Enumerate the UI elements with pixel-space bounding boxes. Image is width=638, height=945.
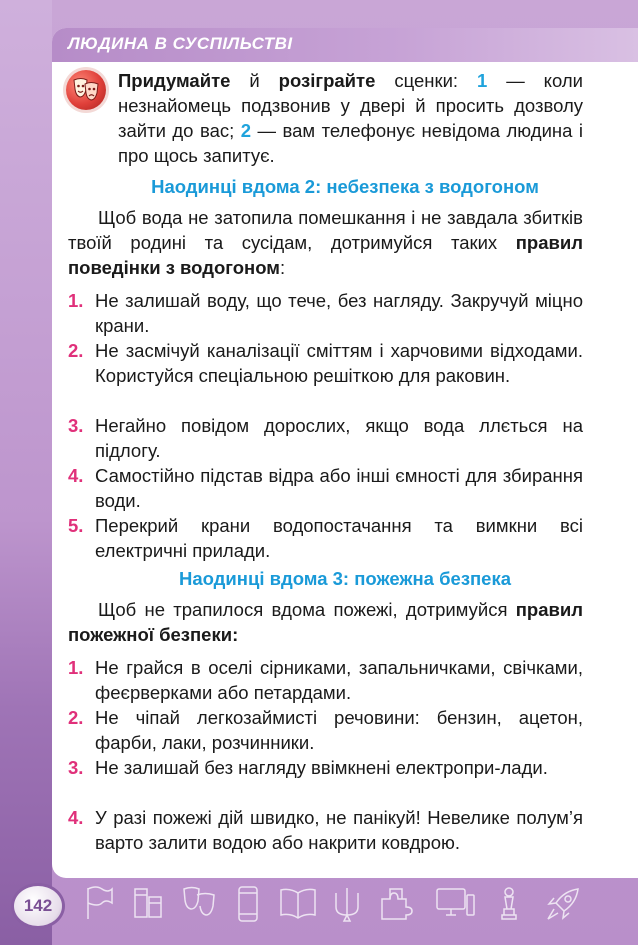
list-number: 3. [68,415,84,436]
list-text: Негайно повідом дорослих, якщо вода ллється на підлогу. [95,415,583,461]
list-text: Не чіпай легкозаймисті речовини: бензин, ацетон, фарби, лаки, розчинники. [95,707,583,753]
list-text: У разі пожежі дій швидко, не панікуй! Невелике полум’я варто залити водою або накрити ковдрою. [95,807,583,853]
task-number-1: 1 [477,70,488,91]
trident-icon [332,885,362,928]
task-word-3: розіграйте [278,70,376,91]
theater-masks-icon [66,70,106,110]
footer-icon-row [76,885,636,935]
section2-intro-plain: Щоб вода не затопила помешкання і не завдала збитків твоїй родині та сусідам, дотримуйся таких [68,207,583,253]
task-paragraph [118,68,583,168]
books-icon [132,885,164,926]
section3-intro [68,597,583,647]
list-item [68,338,583,388]
section2-intro-bold: правил поведінки з водогоном [68,232,583,278]
phone-icon [236,885,260,928]
list-number: 3. [68,757,84,778]
list-number: 2. [68,707,84,728]
list-text: Не грайся в оселі сірниками, запальничками, свічками, феєрверками або петардами. [95,657,583,703]
section3-intro-bold: правил пожежної безпеки: [68,599,583,645]
list-text: Перекрий крани водопостачання та вимкни всі електричні прилади. [95,515,583,561]
list-number: 5. [68,515,84,536]
task-word-2: й [230,70,279,91]
computer-icon [434,885,476,926]
list-item [68,413,583,463]
list-item [68,655,583,705]
chess-icon [494,885,524,928]
flag-icon [84,885,114,926]
list-number: 4. [68,807,84,828]
puzzle-icon [378,885,414,926]
list-item [68,513,583,563]
section2-title: Наодинці вдома 2: небезпека з водогоном [151,176,539,197]
list-item [68,805,583,855]
list-text: Не залишай без нагляду ввімкнені електропри-лади. [95,757,548,778]
list-item [68,755,583,780]
task-word-1: Придумайте [118,70,231,91]
list-number: 1. [68,657,84,678]
section3-intro-plain: Щоб не трапилося вдома пожежі, дотримуйся [98,599,516,620]
list-text: Самостійно підстав відра або інші ємності для збирання води. [95,465,583,511]
section2-intro [68,205,583,280]
list-item [68,288,583,338]
task-text-1: — коли незнайомець подзвонив у двері й просить дозволу зайти до вас; [118,70,583,141]
list-number: 1. [68,290,84,311]
section2-intro-end: : [279,257,286,278]
list-number: 4. [68,465,84,486]
list-text: Не засмічуй каналізації сміттям і харчовими відходами. Користуйся спеціальною решіткою для раковин. [95,340,583,386]
page-number: 142 [14,886,62,926]
rocket-icon [544,885,582,928]
list-item [68,463,583,513]
list-item [68,705,583,755]
task-text-2: — вам телефонує невідома людина і про щось запитує. [118,120,584,166]
section3-title: Наодинці вдома 3: пожежна безпека [178,568,512,589]
section-header-title: ЛЮДИНА В СУСПІЛЬСТВІ [68,34,293,53]
list-text: Не залишай воду, що тече, без нагляду. Закручуй міцно крани. [95,290,583,336]
list-number: 2. [68,340,84,361]
open-book-icon [278,885,318,926]
task-word-4: сценки: [375,70,477,91]
left-margin-strip [0,0,52,945]
task-number-2: 2 [240,120,252,141]
masks-icon [182,885,216,926]
